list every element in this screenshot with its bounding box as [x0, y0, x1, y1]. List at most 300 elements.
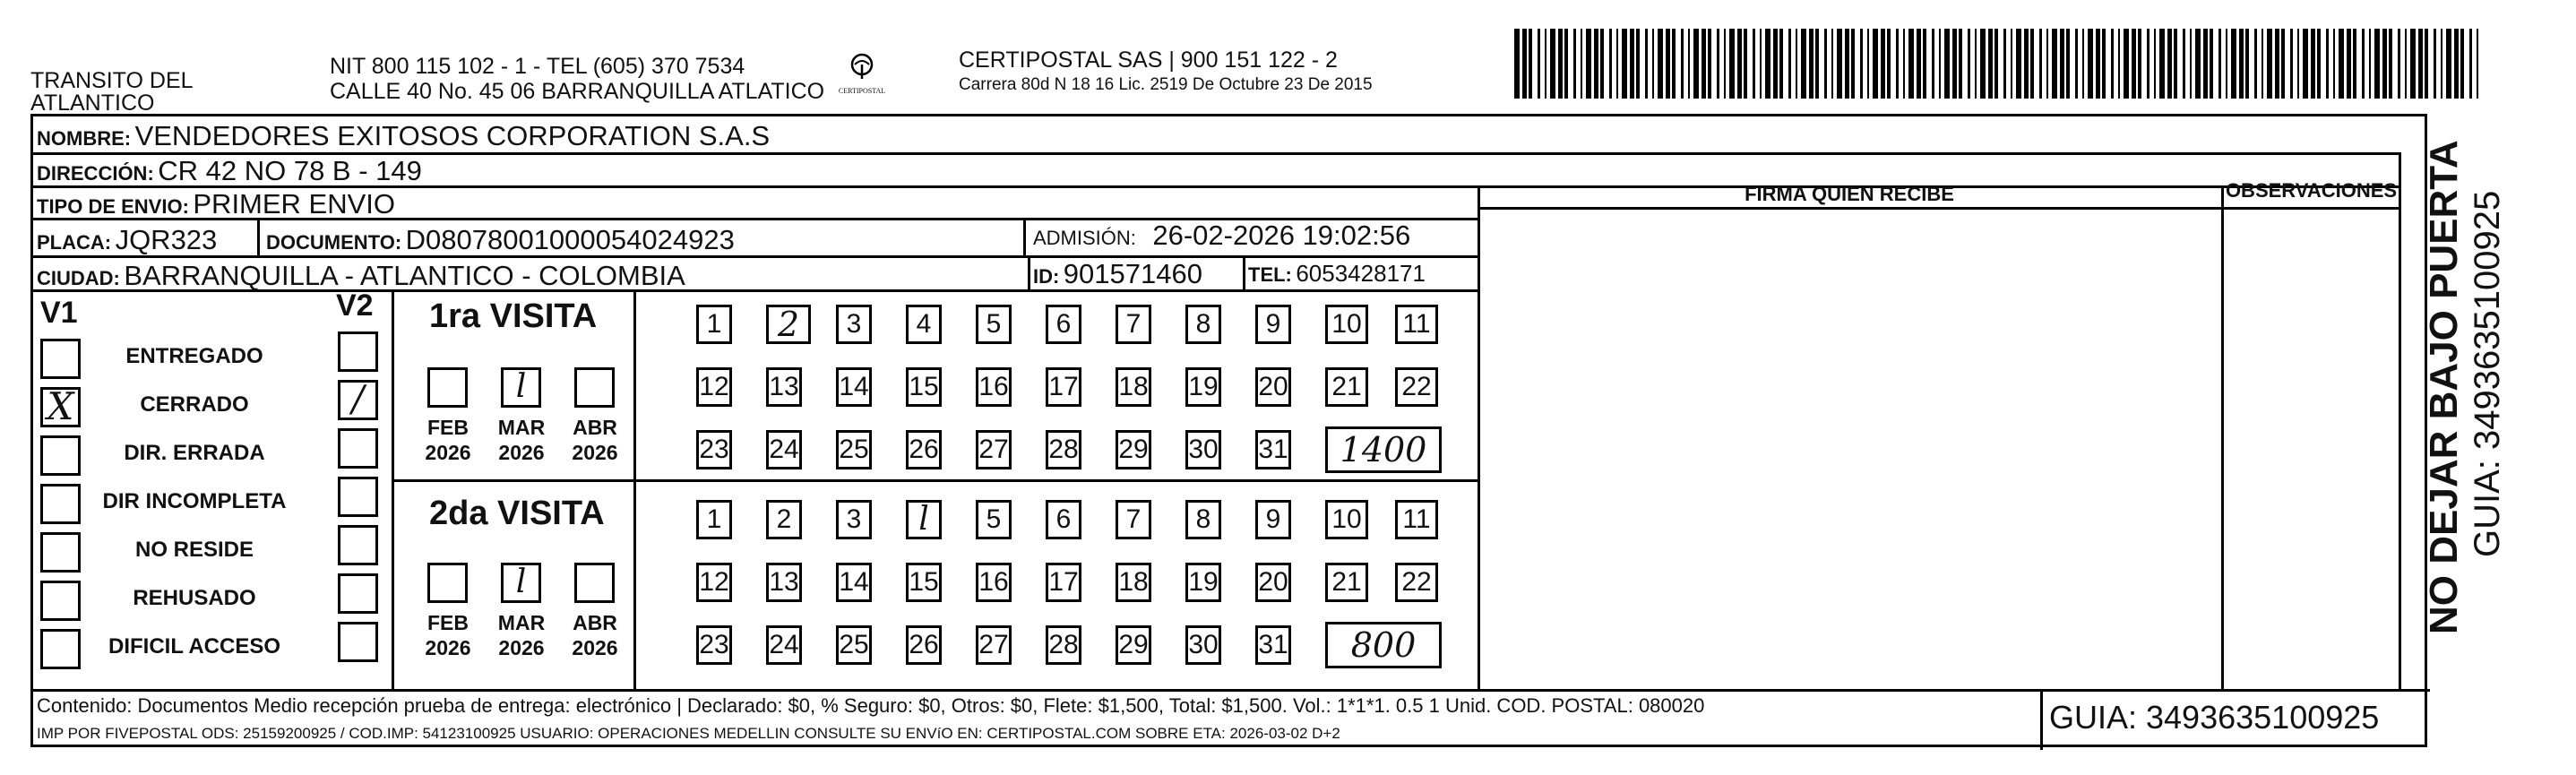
second-day-20[interactable]: 20: [1255, 563, 1291, 602]
company-line: CERTIPOSTAL SAS | 900 151 122 - 2: [959, 47, 1338, 73]
first-day-25[interactable]: 25: [836, 430, 872, 469]
first-day-24[interactable]: 24: [766, 430, 802, 469]
first-day-17[interactable]: 17: [1046, 367, 1081, 407]
barcode-bar: [2102, 29, 2106, 99]
barcode-bar: [2239, 29, 2244, 99]
second-day-29[interactable]: 29: [1116, 625, 1151, 665]
first-month-abr-checkbox[interactable]: [574, 367, 615, 408]
second-month-abr-checkbox[interactable]: [574, 563, 615, 603]
barcode-bar: [1903, 29, 1905, 99]
id-field: [1033, 258, 1202, 290]
second-day-17[interactable]: 17: [1046, 563, 1081, 602]
month-mark: l: [515, 564, 527, 600]
barcode-bar: [2389, 29, 2392, 99]
status-label: REHUSADO: [133, 586, 256, 610]
first-day-31[interactable]: 31: [1255, 430, 1291, 469]
barcode-bar: [2016, 29, 2021, 99]
org-line-2: ATLANTICO: [30, 90, 155, 116]
barcode-bar: [2290, 29, 2293, 99]
first-day-11[interactable]: 11: [1395, 305, 1438, 344]
v2-header: V2: [336, 288, 374, 323]
barcode-bar: [1729, 29, 1735, 99]
first-day-20[interactable]: 20: [1255, 367, 1291, 407]
first-day-30[interactable]: 30: [1185, 430, 1221, 469]
barcode-bar: [1630, 29, 1634, 99]
barcode-bar: [2132, 29, 2136, 99]
first-day-22[interactable]: 22: [1395, 367, 1438, 407]
placa-value: JQR323: [115, 224, 218, 255]
barcode-bar: [1959, 29, 1962, 99]
barcode-bar: [1837, 29, 1842, 99]
second-day-19[interactable]: 19: [1185, 563, 1221, 602]
first-day-29[interactable]: 29: [1116, 430, 1151, 469]
barcode-bar: [1636, 29, 1640, 99]
second-month-mar-checkbox[interactable]: [501, 563, 541, 603]
barcode-bar: [2369, 29, 2371, 99]
second-day-23[interactable]: 23: [696, 625, 732, 665]
first-day-4[interactable]: 4: [906, 305, 942, 344]
second-day-18[interactable]: 18: [1116, 563, 1151, 602]
nombre-label: NOMBRE:: [37, 127, 132, 150]
barcode-bar: [1975, 29, 1977, 99]
second-day-3[interactable]: 3: [836, 500, 872, 539]
barcode-bar: [2210, 29, 2213, 99]
barcode-bar: [2075, 29, 2078, 99]
admision-label: ADMISIÓN:: [1033, 227, 1136, 249]
barcode-bar: [2441, 29, 2442, 99]
first-day-26[interactable]: 26: [906, 430, 942, 469]
second-month-label: [490, 610, 553, 660]
v2-mark: /: [351, 379, 365, 420]
barcode-bar: [1744, 29, 1747, 99]
barcode-bar: [1944, 29, 1950, 99]
barcode-bar: [1845, 29, 1849, 99]
first-month-feb-checkbox[interactable]: [427, 367, 468, 408]
second-day-12[interactable]: 12: [696, 563, 732, 602]
barcode-bar: [2096, 29, 2100, 99]
barcode-bar: [2082, 29, 2084, 99]
ciudad-row: [37, 260, 685, 292]
barcode-bar: [1952, 29, 1957, 99]
barcode-bar: [2333, 29, 2335, 99]
second-day-27[interactable]: 27: [976, 625, 1012, 665]
barcode-bar: [1609, 29, 1612, 99]
barcode-bar: [1881, 29, 1885, 99]
day-mark: l: [918, 501, 929, 538]
v1-checkbox-4[interactable]: [40, 484, 81, 524]
first-day-2[interactable]: [766, 305, 811, 344]
barcode-bar: [1702, 29, 1706, 99]
barcode-bar: [2052, 29, 2057, 99]
second-month-label: [417, 610, 479, 660]
second-day-6[interactable]: 6: [1046, 500, 1081, 539]
barcode-bar: [1773, 29, 1778, 99]
address-line: CALLE 40 No. 45 06 BARRANQUILLA ATLATICO: [330, 79, 825, 104]
second-day-5[interactable]: 5: [976, 500, 1012, 539]
barcode-bar: [2226, 29, 2227, 99]
barcode-bar: [2275, 29, 2279, 99]
first-month-label: [417, 415, 479, 465]
barcode-bar: [1529, 29, 1532, 99]
barcode-bar: [2382, 29, 2387, 99]
ciudad-value: BARRANQUILLA - ATLANTICO - COLOMBIA: [124, 260, 685, 291]
barcode-bar: [1645, 29, 1648, 99]
barcode-bar: [1887, 29, 1891, 99]
license-line: Carrera 80d N 18 16 Lic. 2519 De Octubre 23 De 2015: [959, 75, 1373, 94]
barcode-bar: [1796, 29, 1797, 99]
second-month-label: [564, 610, 626, 660]
first-day-28[interactable]: 28: [1046, 430, 1081, 469]
barcode-bar: [2111, 29, 2114, 99]
barcode-bar: [2138, 29, 2141, 99]
barcode-bar: [1522, 29, 1527, 99]
second-day-22[interactable]: 22: [1395, 563, 1438, 602]
barcode-bar: [1550, 29, 1555, 99]
second-day-13[interactable]: 13: [766, 563, 802, 602]
barcode-bar: [1788, 29, 1791, 99]
barcode-bar: [2311, 29, 2315, 99]
barcode-bar: [1779, 29, 1783, 99]
barcode-bar: [2245, 29, 2249, 99]
second-day-4[interactable]: [906, 500, 942, 539]
certipostal-logo: [835, 52, 889, 106]
second-day-26[interactable]: 26: [906, 625, 942, 665]
barcode-bar: [1765, 29, 1770, 99]
barcode-bar: [2460, 29, 2464, 99]
first-month-label: [564, 415, 626, 465]
documento-label: DOCUMENTO:: [266, 231, 402, 254]
barcode-bar: [2024, 29, 2029, 99]
barcode-bar: [1737, 29, 1742, 99]
barcode-bar: [1851, 29, 1855, 99]
documento-field: [266, 224, 735, 256]
second-day-28[interactable]: 28: [1046, 625, 1081, 665]
first-day-13[interactable]: 13: [766, 367, 802, 407]
first-day-8[interactable]: 8: [1185, 305, 1221, 344]
first-month-label: [490, 415, 553, 465]
tipo-envio-label: TIPO DE ENVIO:: [37, 195, 189, 218]
barcode-bar: [1681, 29, 1684, 99]
firma-header: FIRMA QUIEN RECIBE: [1745, 183, 1954, 205]
barcode-bar: [2362, 29, 2365, 99]
barcode-bar: [1932, 29, 1934, 99]
nit-line: NIT 800 115 102 - 1 - TEL (605) 370 7534: [330, 54, 745, 79]
side-guia: GUIA: 3493635100925: [2468, 190, 2507, 557]
org-line-1: TRANSITO DEL: [30, 68, 194, 93]
status-label: NO RESIDE: [134, 538, 254, 562]
barcode-bar: [2353, 29, 2356, 99]
imp-text: IMP POR FIVEPOSTAL ODS: 25159200925 / COD.IMP: 54123100925 USUARIO: OPERACIONES MEDELLIN CONSULTE SU ENVíO EN: CERTIPOSTAL.COM SOBRE ETA: 2026-03-02 D+2: [37, 725, 1340, 742]
first-day-6[interactable]: 6: [1046, 305, 1081, 344]
first-day-16[interactable]: 16: [976, 367, 1012, 407]
barcode-bar: [2410, 29, 2416, 99]
direccion-value: CR 42 NO 78 B - 149: [158, 155, 422, 186]
first-day-23[interactable]: 23: [696, 430, 732, 469]
v1-mark: X: [47, 384, 74, 428]
status-label: DIFICIL ACCESO: [108, 634, 280, 659]
v2-checkbox-5[interactable]: [338, 525, 378, 565]
barcode-bar: [2297, 29, 2299, 99]
v2-checkbox-7[interactable]: [338, 622, 378, 662]
barcode-bar: [1994, 29, 1998, 99]
direccion-label: DIRECCIÓN:: [37, 162, 154, 185]
admision-value: 26-02-2026 19:02:56: [1152, 220, 1411, 251]
tel-field: [1248, 260, 1426, 288]
v1-checkbox-1[interactable]: [40, 339, 81, 379]
barcode-bar: [2195, 29, 2201, 99]
id-value: 901571460: [1063, 258, 1202, 289]
barcode-bar: [1980, 29, 1986, 99]
barcode-bar: [2446, 29, 2451, 99]
barcode-bar: [2339, 29, 2344, 99]
second-day-31[interactable]: 31: [1255, 625, 1291, 665]
barcode-bar: [1545, 29, 1546, 99]
placa-label: PLACA:: [37, 231, 112, 254]
month-name: MAR: [497, 416, 546, 439]
barcode-bar: [1831, 29, 1833, 99]
first-day-15[interactable]: 15: [906, 367, 942, 407]
barcode-bar: [2262, 29, 2263, 99]
second-day-25[interactable]: 25: [836, 625, 872, 665]
barcode: [1514, 29, 2482, 99]
second-visit-title: 2da VISITA: [429, 495, 605, 532]
first-day-27[interactable]: 27: [976, 430, 1012, 469]
first-day-19[interactable]: 19: [1185, 367, 1221, 407]
v2-checkbox-4[interactable]: [338, 477, 378, 517]
v1-checkbox-2[interactable]: [40, 384, 81, 428]
first-day-18[interactable]: 18: [1116, 367, 1151, 407]
barcode-bar: [2190, 29, 2192, 99]
barcode-bar: [1581, 29, 1582, 99]
v1-header: V1: [40, 296, 78, 330]
second-day-7[interactable]: 7: [1116, 500, 1151, 539]
first-day-3[interactable]: 3: [836, 305, 872, 344]
barcode-bar: [2477, 29, 2478, 99]
shipping-form: [30, 114, 2427, 747]
barcode-bar: [1616, 29, 1618, 99]
barcode-bar: [1693, 29, 1699, 99]
barcode-bar: [2183, 29, 2185, 99]
month-mark: l: [515, 368, 527, 405]
barcode-bar: [1867, 29, 1869, 99]
barcode-bar: [2154, 29, 2156, 99]
barcode-bar: [1815, 29, 1819, 99]
first-visit-title: 1ra VISITA: [429, 297, 598, 335]
tipo-envio-value: PRIMER ENVIO: [193, 188, 396, 220]
barcode-bar: [2418, 29, 2423, 99]
first-day-10[interactable]: 10: [1325, 305, 1368, 344]
first-day-21[interactable]: 21: [1325, 367, 1368, 407]
direccion-row: [37, 155, 422, 187]
second-day-8[interactable]: 8: [1185, 500, 1221, 539]
observaciones-area[interactable]: [2224, 210, 2399, 689]
barcode-bar: [2326, 29, 2329, 99]
barcode-bar: [1923, 29, 1926, 99]
ciudad-label: CIUDAD:: [37, 267, 120, 289]
barcode-bar: [2046, 29, 2048, 99]
barcode-bar: [1672, 29, 1676, 99]
barcode-bar: [2174, 29, 2177, 99]
barcode-bar: [1586, 29, 1591, 99]
month-year: 2026: [572, 636, 618, 659]
first-day-7[interactable]: 7: [1116, 305, 1151, 344]
logo-icon: [844, 52, 880, 82]
no-dejar-warning: NO DEJAR BAJO PUERTA: [2422, 140, 2466, 634]
second-month-feb-checkbox[interactable]: [427, 563, 468, 603]
second-day-21[interactable]: 21: [1325, 563, 1368, 602]
month-year: 2026: [498, 441, 545, 464]
firma-area[interactable]: [1480, 210, 2221, 689]
month-year: 2026: [425, 636, 471, 659]
barcode-bar: [2003, 29, 2006, 99]
barcode-bar: [2039, 29, 2042, 99]
first-day-14[interactable]: 14: [836, 367, 872, 407]
barcode-bar: [2030, 29, 2034, 99]
barcode-bar: [2281, 29, 2285, 99]
v2-checkbox-3[interactable]: [338, 428, 378, 469]
day-mark: 2: [777, 305, 800, 344]
first-month-mar-checkbox[interactable]: [501, 367, 541, 408]
placa-field: [37, 224, 217, 256]
org-name: [30, 70, 194, 115]
second-day-16[interactable]: 16: [976, 563, 1012, 602]
barcode-bar: [2317, 29, 2321, 99]
month-name: ABR: [573, 416, 617, 439]
barcode-bar: [1666, 29, 1670, 99]
observaciones-header: OBSERVACIONES: [2225, 179, 2398, 202]
barcode-bar: [2118, 29, 2120, 99]
barcode-bar: [1896, 29, 1899, 99]
v1-checkbox-7[interactable]: [40, 629, 81, 669]
barcode-bar: [1688, 29, 1690, 99]
barcode-bar: [2147, 29, 2150, 99]
barcode-bar: [2469, 29, 2472, 99]
month-name: FEB: [427, 416, 469, 439]
barcode-bar: [1658, 29, 1663, 99]
footer-guia: GUIA: 3493635100925: [2049, 699, 2380, 736]
barcode-bar: [2218, 29, 2221, 99]
barcode-bar: [1708, 29, 1711, 99]
barcode-bar: [2425, 29, 2428, 99]
first-day-9[interactable]: 9: [1255, 305, 1291, 344]
second-day-9[interactable]: 9: [1255, 500, 1291, 539]
month-name: FEB: [427, 611, 469, 634]
documento-value: D08078001000054024923: [405, 224, 735, 255]
second-day-10[interactable]: 10: [1325, 500, 1368, 539]
barcode-bar: [1824, 29, 1827, 99]
barcode-bar: [2088, 29, 2093, 99]
tel-label: TEL:: [1248, 263, 1292, 286]
first-day-12[interactable]: 12: [696, 367, 732, 407]
barcode-bar: [2454, 29, 2459, 99]
barcode-bar: [2347, 29, 2351, 99]
barcode-bar: [2231, 29, 2236, 99]
barcode-bar: [1573, 29, 1576, 99]
status-label: CERRADO: [140, 392, 249, 417]
barcode-bar: [2159, 29, 2165, 99]
second-day-14[interactable]: 14: [836, 563, 872, 602]
barcode-bar: [1988, 29, 1993, 99]
v1-checkbox-3[interactable]: [40, 435, 81, 476]
admision-field: [1033, 220, 1410, 252]
barcode-bar: [1917, 29, 1921, 99]
barcode-bar: [2374, 29, 2380, 99]
barcode-bar: [2011, 29, 2012, 99]
nombre-value: VENDEDORES EXITOSOS CORPORATION S.A.S: [134, 120, 771, 151]
barcode-bar: [1760, 29, 1762, 99]
barcode-bar: [2254, 29, 2257, 99]
barcode-bar: [2203, 29, 2208, 99]
v2-checkbox-1[interactable]: [338, 332, 378, 372]
barcode-bar: [2303, 29, 2308, 99]
barcode-bar: [1600, 29, 1604, 99]
second-day-2[interactable]: 2: [766, 500, 802, 539]
barcode-bar: [2398, 29, 2400, 99]
v1-checkbox-5[interactable]: [40, 532, 81, 573]
barcode-bar: [1724, 29, 1726, 99]
barcode-bar: [1594, 29, 1598, 99]
month-year: 2026: [572, 441, 618, 464]
barcode-bar: [1968, 29, 1970, 99]
barcode-bar: [2267, 29, 2272, 99]
barcode-bar: [1564, 29, 1568, 99]
contenido-text: Contenido: Documentos Medio recepción prueba de entrega: electrónico | Declarado: $0, % Seguro: $0, Otros: $0, Flete: $1,500, Total: $1,500. Vol.: 1*1*1. 0.5 1 Unid. COD. POSTAL: 080020: [37, 694, 1705, 717]
v2-checkbox-2[interactable]: [338, 380, 378, 420]
second-visit-time[interactable]: 800: [1325, 622, 1442, 668]
barcode-bar: [1753, 29, 1755, 99]
month-name: MAR: [497, 611, 546, 634]
barcode-bar: [1622, 29, 1627, 99]
barcode-bar: [2066, 29, 2070, 99]
barcode-bar: [1873, 29, 1878, 99]
barcode-bar: [2060, 29, 2064, 99]
month-year: 2026: [425, 441, 471, 464]
barcode-bar: [1939, 29, 1941, 99]
barcode-bar: [1801, 29, 1806, 99]
barcode-bar: [1717, 29, 1719, 99]
month-year: 2026: [498, 636, 545, 659]
status-label: ENTREGADO: [125, 344, 263, 368]
barcode-bar: [1809, 29, 1814, 99]
first-day-1[interactable]: 1: [696, 305, 732, 344]
month-name: ABR: [573, 611, 617, 634]
second-day-24[interactable]: 24: [766, 625, 802, 665]
barcode-bar: [2434, 29, 2436, 99]
second-day-11[interactable]: 11: [1395, 500, 1438, 539]
barcode-bar: [1652, 29, 1654, 99]
status-label: DIR INCOMPLETA: [102, 489, 287, 513]
barcode-bar: [1538, 29, 1540, 99]
barcode-bar: [1860, 29, 1863, 99]
status-label: DIR. ERRADA: [124, 441, 265, 465]
v1-checkbox-6[interactable]: [40, 581, 81, 621]
logo-text: CERTIPOSTAL: [838, 87, 886, 95]
first-day-5[interactable]: 5: [976, 305, 1012, 344]
nombre-row: [37, 120, 770, 152]
tipo-envio-row: [37, 188, 395, 220]
barcode-bar: [1558, 29, 1563, 99]
barcode-bar: [2124, 29, 2129, 99]
id-label: ID:: [1033, 265, 1060, 288]
barcode-bar: [2167, 29, 2172, 99]
second-day-30[interactable]: 30: [1185, 625, 1221, 665]
second-day-15[interactable]: 15: [906, 563, 942, 602]
barcode-bar: [1514, 29, 1520, 99]
barcode-bar: [2405, 29, 2407, 99]
v2-checkbox-6[interactable]: [338, 573, 378, 614]
first-visit-time[interactable]: 1400: [1325, 426, 1442, 473]
second-day-1[interactable]: 1: [696, 500, 732, 539]
